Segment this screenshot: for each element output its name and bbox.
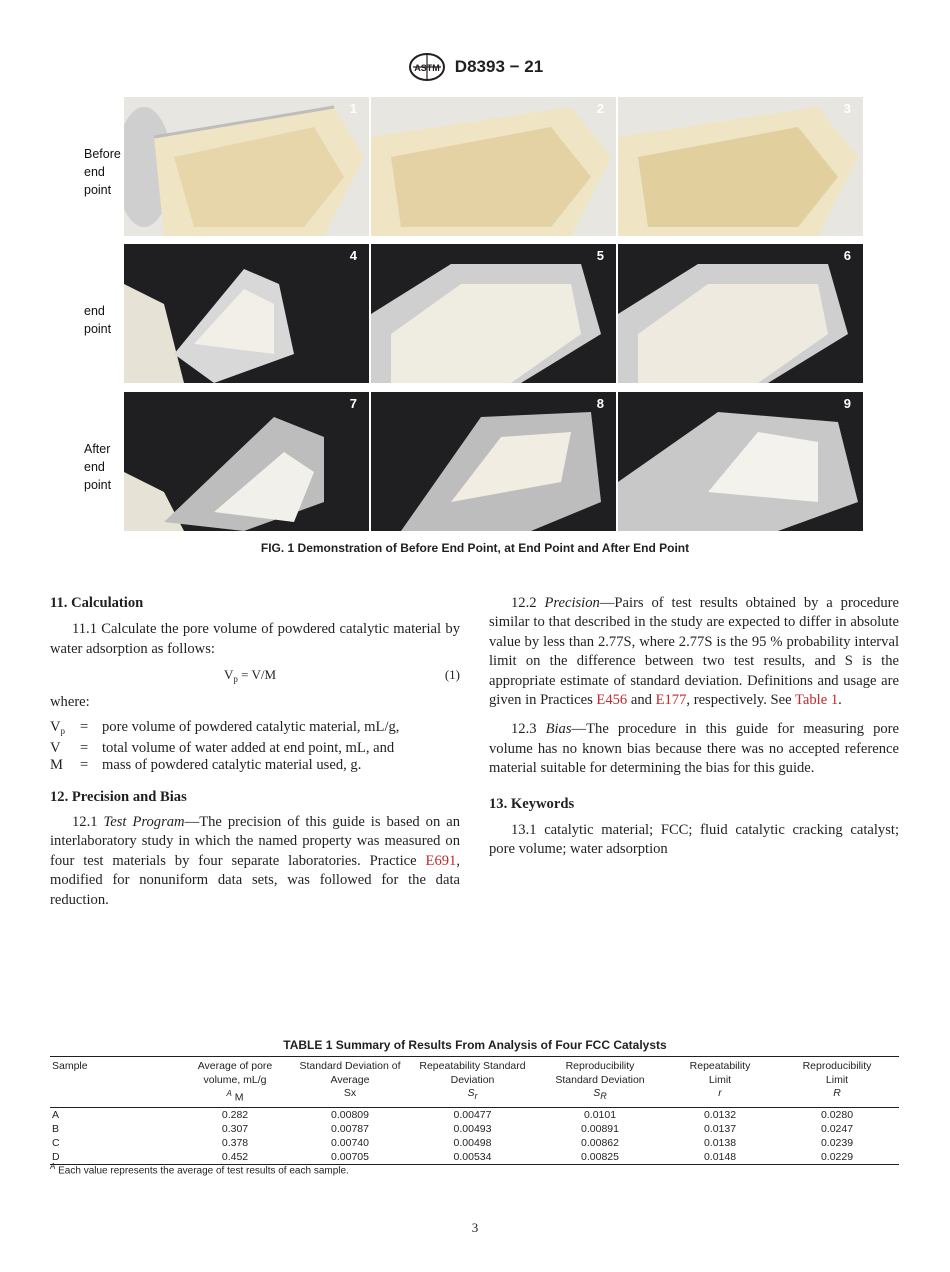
document-number: D8393 − 21 (454, 57, 544, 76)
definition-item: V = total volume of water added at end point, mL, and (50, 739, 395, 756)
panel-number: 2 (596, 101, 604, 116)
photo-panel-9 (618, 392, 863, 531)
column-header: Reproducibility Standard Deviation SR (555, 1060, 645, 1101)
link-e691[interactable]: E691 (425, 852, 457, 869)
link-e177[interactable]: E177 (655, 692, 687, 709)
row-label-after: After end point (84, 442, 112, 492)
paragraph-11-1: 11.1 Calculate the pore volume of powdered catalytic material by water adsorption as follows: (50, 621, 460, 657)
table-footnote: $^A$ Each value represents the average of test results of each sample. (50, 1162, 349, 1177)
photo-panel-8 (371, 392, 616, 531)
equation-number: (1) (444, 667, 460, 683)
photo-panel-3 (618, 97, 863, 236)
photo-panel-1 (124, 97, 369, 236)
column-header: Average of pore volume, mL/g $^A$ M (197, 1060, 273, 1104)
column-header: Repeatability Standard Deviation Sr (419, 1060, 526, 1101)
svg-text:ASTM: ASTM (414, 63, 440, 73)
where-label: where: (50, 694, 90, 711)
panel-number: 9 (843, 396, 851, 411)
page-number: 3 (471, 1220, 479, 1235)
row-label-before: Before end point (84, 147, 121, 197)
photo-panel-7 (124, 392, 369, 531)
paragraph-12-1: 12.1 Test Program—The precision of this guide is based on an interlaboratory study in which the named property was measured on four test materials by four separate laboratories. Practice E691, modified for nonuniform data sets, was followed for the data reduction. (50, 814, 460, 908)
table-row: D 0.452 0.00705 0.00534 0.00825 0.0148 0.0229 (52, 1151, 854, 1163)
figure-1 (84, 97, 864, 531)
column-header: Sample (52, 1060, 88, 1072)
table-row: C 0.378 0.00740 0.00498 0.00862 0.0138 0.0239 (52, 1137, 854, 1149)
results-table (50, 1056, 899, 1165)
photo-panel-4 (124, 244, 369, 383)
panel-number: 5 (596, 248, 604, 263)
section-title-keywords: 13. Keywords (489, 795, 575, 812)
link-table-1[interactable]: Table 1 (795, 692, 839, 709)
panel-number: 4 (349, 248, 357, 263)
row-label-at: end point (84, 304, 112, 336)
link-e456[interactable]: E456 (596, 692, 628, 709)
definition-item: M = mass of powdered catalytic material used, g. (50, 756, 362, 773)
panel-number: 1 (349, 101, 357, 116)
paragraph-12-2: 12.2 Precision—Pairs of test results obtained by a procedure similar to that described in the study are expected to differ in absolute value by less than 2.77S, where 2.77S is the 95 % probability interval limit on the difference between two test results, and S is the appropriate estimate of standard deviation. Definitions and usage are given in Practices E456 and E177, respectively. See Table 1. (489, 595, 900, 709)
photo-panel-2 (371, 97, 616, 236)
left-column (50, 594, 460, 910)
table-row: A 0.282 0.00809 0.00477 0.0101 0.0132 0.0280 (52, 1109, 854, 1121)
paragraph-13-1: 13.1 catalytic material; FCC; fluid catalytic cracking catalyst; pore volume; water adsorption (489, 822, 899, 858)
definition-item: $V_p$ = pore volume of powdered catalytic material, mL/g, (50, 718, 400, 736)
table-header-row (50, 1057, 899, 1108)
panel-number: 8 (596, 396, 604, 411)
photo-panel-5 (371, 244, 616, 383)
table-title: TABLE 1 Summary of Results From Analysis of Four FCC Catalysts (283, 1038, 667, 1052)
section-title-calculation: 11. Calculation (50, 595, 144, 611)
panel-number: 3 (843, 101, 851, 116)
paragraph-12-3: 12.3 Bias—The procedure in this guide for measuring pore volume has no known bias because there was no accepted reference material suitable for determining the bias for this guide. (489, 721, 899, 777)
column-header: Standard Deviation of Average Sx (299, 1060, 401, 1099)
figure-caption: FIG. 1 Demonstration of Before End Point, at End Point and After End Point (260, 541, 690, 555)
definitions-list (50, 719, 460, 774)
panel-number: 6 (843, 248, 851, 263)
section-title-precision: 12. Precision and Bias (50, 788, 187, 805)
column-header: Repeatability Limit r (689, 1060, 751, 1099)
table-row: B 0.307 0.00787 0.00493 0.00891 0.0137 0.0247 (52, 1123, 854, 1135)
page-header (0, 52, 950, 82)
equation-1: $V_p = V/M$ (1) (224, 667, 460, 685)
right-column (489, 594, 899, 860)
panel-number: 7 (349, 396, 357, 411)
photo-panel-6 (618, 244, 863, 383)
column-header: Reproducibility Limit R (802, 1060, 872, 1099)
astm-logo-icon (407, 52, 447, 82)
